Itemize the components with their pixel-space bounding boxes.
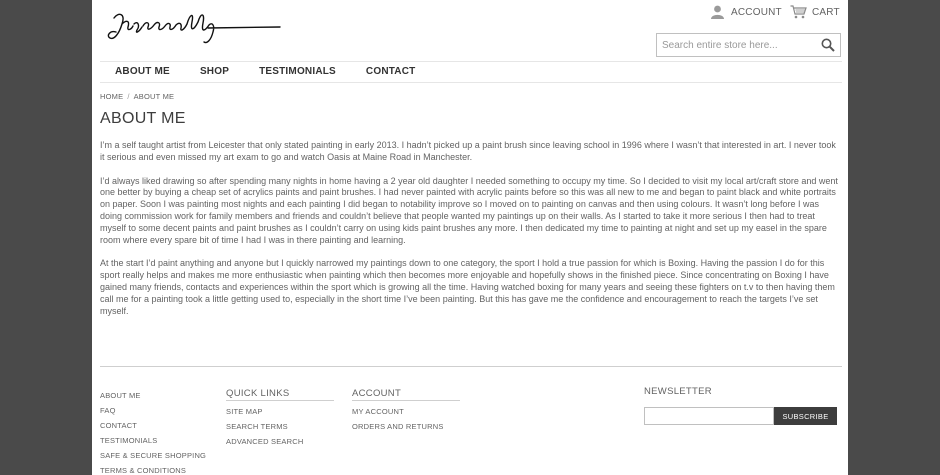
breadcrumb-separator: / bbox=[127, 92, 130, 101]
newsletter-email-input[interactable] bbox=[644, 407, 774, 425]
footer-link-about-me[interactable]: ABOUT ME bbox=[100, 391, 141, 400]
footer-link-testimonials[interactable]: TESTIMONIALS bbox=[100, 436, 158, 445]
footer-link-faq[interactable]: FAQ bbox=[100, 406, 116, 415]
newsletter-heading: NEWSLETTER bbox=[644, 386, 712, 397]
cart-link[interactable] bbox=[790, 5, 840, 19]
content-paragraph: I’m a self taught artist from Leicester that only stated painting in early 2013. I hadn’t picked up a paint brush since leaving school in 1996 where I wasn’t that interested in art. I never took it serious and even missed my art exam to go and watch Oasis at Maine Road in Manchester. bbox=[100, 140, 836, 162]
footer-divider bbox=[100, 366, 842, 367]
breadcrumb-home[interactable]: HOME bbox=[100, 92, 124, 101]
search-input[interactable] bbox=[662, 35, 812, 55]
account-link[interactable] bbox=[710, 5, 782, 19]
footer-account bbox=[352, 388, 460, 434]
footer-link-my-account[interactable]: MY ACCOUNT bbox=[352, 407, 404, 416]
page-content bbox=[100, 140, 842, 329]
search-icon[interactable] bbox=[821, 38, 835, 52]
footer-links bbox=[100, 388, 206, 475]
footer-quick-links bbox=[226, 388, 334, 449]
cart-label: CART bbox=[812, 6, 840, 18]
account-heading: ACCOUNT bbox=[352, 388, 460, 401]
main-nav bbox=[100, 61, 842, 83]
footer-link-advanced-search[interactable]: ADVANCED SEARCH bbox=[226, 437, 304, 446]
breadcrumb-current: ABOUT ME bbox=[133, 92, 175, 101]
cart-icon bbox=[790, 5, 807, 19]
page bbox=[92, 0, 848, 475]
footer-link-contact[interactable]: CONTACT bbox=[100, 421, 138, 430]
footer-link-safe-shopping[interactable]: SAFE & SECURE SHOPPING bbox=[100, 451, 207, 460]
footer-link-orders-returns[interactable]: ORDERS AND RETURNS bbox=[352, 422, 444, 431]
account-label: ACCOUNT bbox=[731, 6, 782, 18]
subscribe-button[interactable]: SUBSCRIBE bbox=[774, 407, 837, 425]
footer-link-search-terms[interactable]: SEARCH TERMS bbox=[226, 422, 288, 431]
content-paragraph: I’d always liked drawing so after spending many nights in home having a 2 year old daughter I needed something to occupy my time. So I decided to visit my local art/craft store and went one better by buying a cheap set of acrylics paints and paint brushes. I had never painted with acrylic paints before so this was all new to me and began to paint black and white portraits on paper. Soon I was painting most nights and each painting I did began to notability improve so I moved on to painting on canvas and then using colours. It wasn’t long before I was doing commission work for family members and friends and couldn’t believe that people wanted my paintings up on their walls. As I started to take it more serious I then had to treat myself to some decent paints and paint brushes as I couldn’t carry on using kids paint brushes any more. I then dedicated my time to painting at night and set up my easel in the spare room where every spare bit of time I had I was in there painting and learning. bbox=[100, 175, 838, 245]
footer-link-site-map[interactable]: SITE MAP bbox=[226, 407, 263, 416]
user-icon bbox=[710, 5, 725, 19]
search-box bbox=[656, 33, 841, 57]
footer-link-terms[interactable]: TERMS & CONDITIONS bbox=[100, 466, 187, 475]
content-paragraph: At the start I’d paint anything and anyone but I quickly narrowed my paintings down to one category, the sport I hold a true passion for which is Boxing. Having the passion I do for this sport really helps and makes me more enthusiastic when painting which then becomes more enjoyable and hopefully shows in the finished piece. Since concentrating on Boxing I have gained many friends, contacts and experiences within the sport which is growing all the time. Having watched boxing for many years and seeing these fighters on t.v to then having them call me for a painting took a little getting used to, especially in the short time I’ve been painting. But this has gave me the confidence and encouragement to reach the targets I’ve set myself. bbox=[100, 258, 835, 316]
nav-item-testimonials[interactable]: TESTIMONIALS bbox=[259, 66, 336, 77]
nav-item-shop[interactable]: SHOP bbox=[199, 66, 230, 77]
signature-logo[interactable] bbox=[104, 10, 284, 46]
breadcrumb bbox=[100, 92, 174, 101]
quick-links-heading: QUICK LINKS bbox=[226, 388, 334, 401]
nav-item-about-me[interactable]: ABOUT ME bbox=[115, 66, 170, 77]
page-title: ABOUT ME bbox=[100, 110, 186, 127]
nav-item-contact[interactable]: CONTACT bbox=[365, 66, 416, 77]
